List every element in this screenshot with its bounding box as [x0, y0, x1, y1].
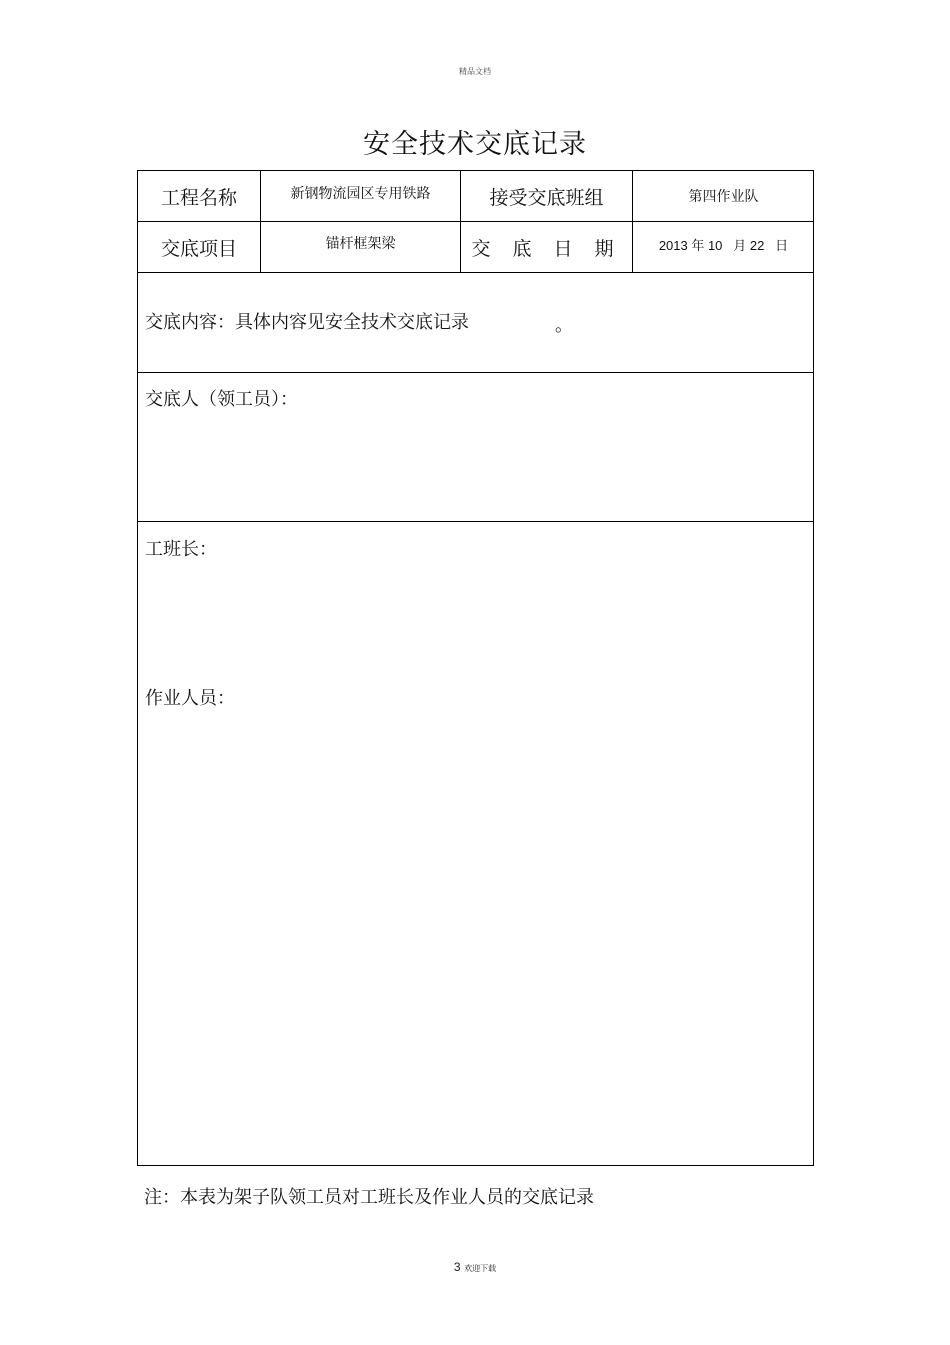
team-leader-label: 工班长： [145, 539, 217, 560]
briefing-item-label: 交底项目 [160, 237, 237, 260]
document-title: 安全技术交底记录 [363, 129, 587, 160]
briefing-date-label-text: 交 底 日 期 [471, 237, 622, 260]
page-header-text: 精品文档 [459, 67, 491, 76]
presenter-label: 交底人（领工员）： [145, 389, 298, 410]
table-row-divider [138, 521, 813, 522]
page-number: 3 [453, 1260, 461, 1274]
table-row-divider [138, 272, 813, 273]
briefing-date-value: 2013 年 10 月 22 日 [658, 237, 789, 253]
briefing-content-end-mark: 。 [555, 315, 573, 336]
receiving-team-value: 第四作业队 [688, 189, 759, 205]
workers-label: 作业人员： [145, 688, 235, 709]
table-row-divider [138, 372, 813, 373]
page-footer [0, 1260, 950, 1274]
page-footer-text: 欢迎下载 [464, 1264, 497, 1273]
briefing-item-value: 锚杆框架梁 [325, 236, 396, 252]
project-name-value: 新钢物流园区专用铁路 [290, 186, 431, 202]
table-footnote: 注：本表为架子队领工员对工班长及作业人员的交底记录 [144, 1187, 594, 1208]
project-name-label: 工程名称 [160, 186, 237, 209]
receiving-team-label: 接受交底班组 [489, 186, 604, 209]
briefing-record-table [137, 170, 814, 1166]
briefing-date-label [461, 222, 632, 272]
briefing-content-text: 交底内容：具体内容见安全技术交底记录 [145, 312, 469, 333]
